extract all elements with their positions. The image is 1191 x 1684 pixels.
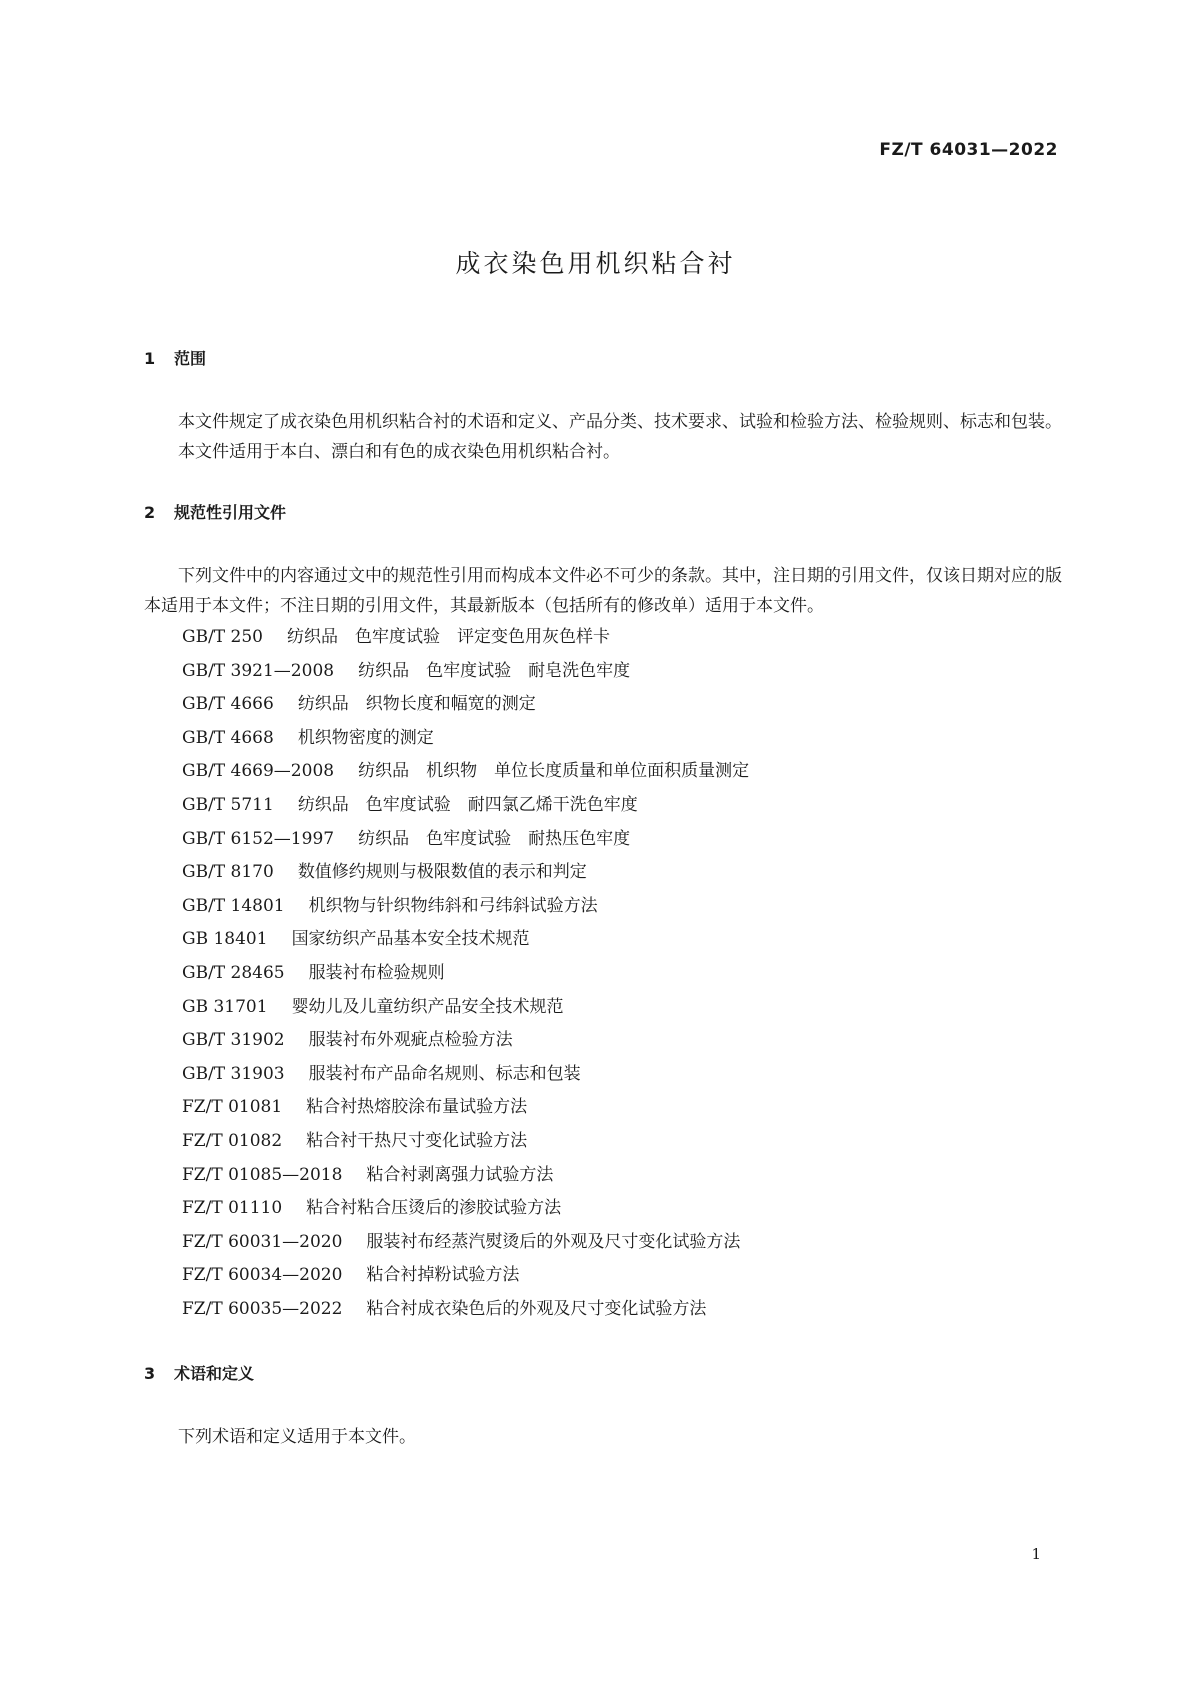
reference-title: 服装衬布产品命名规则、标志和包装 [308, 1063, 581, 1084]
reference-item [144, 991, 1064, 1025]
reference-list [144, 621, 1064, 1326]
reference-code: GB/T 250 [182, 627, 263, 647]
reference-item [144, 1058, 1064, 1092]
reference-title: 粘合衬成衣染色后的外观及尺寸变化试验方法 [366, 1298, 707, 1319]
reference-title: 纺织品 色牢度试验 耐热压色牢度 [358, 828, 631, 849]
reference-code: FZ/T 01085—2018 [182, 1164, 343, 1185]
reference-code: FZ/T 01110 [182, 1198, 283, 1219]
reference-title: 数值修约规则与极限数值的表示和判定 [297, 862, 587, 883]
reference-title: 机织物密度的测定 [297, 727, 434, 748]
reference-item [144, 1192, 1064, 1226]
reference-code: GB/T 14801 [182, 895, 285, 916]
reference-title: 国家纺织产品基本安全技术规范 [291, 929, 530, 950]
section-number: 3 [144, 1364, 156, 1384]
reference-code: GB/T 4668 [182, 727, 274, 748]
reference-code: FZ/T 01082 [182, 1130, 283, 1151]
section-heading-scope [144, 347, 1064, 371]
reference-item [144, 1024, 1064, 1058]
reference-code: GB/T 31902 [182, 1030, 285, 1051]
reference-item [144, 789, 1064, 823]
terms-intro: 下列术语和定义适用于本文件。 [178, 1427, 416, 1448]
reference-title: 服装衬布外观疵点检验方法 [308, 1030, 513, 1051]
reference-code: GB/T 4669—2008 [182, 761, 335, 782]
reference-title: 纺织品 色牢度试验 耐四氯乙烯干洗色牢度 [297, 794, 638, 815]
reference-item [144, 1293, 1064, 1327]
reference-item [144, 957, 1064, 991]
reference-code: FZ/T 60035—2022 [182, 1298, 343, 1319]
reference-code: FZ/T 01081 [182, 1097, 283, 1118]
reference-item [144, 890, 1064, 924]
references-intro: 下列文件中的内容通过文中的规范性引用而构成本文件必不可少的条款。其中，注日期的引用文件，仅该日期对应的版本适用于本文件；不注日期的引用文件，其最新版本（包括所有的修改单）适用于本文件。 [144, 566, 1062, 616]
document-body [144, 347, 1064, 1452]
reference-item [144, 1125, 1064, 1159]
section-number: 2 [144, 503, 156, 522]
scope-paragraph: 本文件适用于本白、漂白和有色的成衣染色用机织粘合衬。 [178, 442, 620, 462]
reference-title: 纺织品 织物长度和幅宽的测定 [297, 694, 536, 715]
reference-item [144, 856, 1064, 890]
reference-code: GB/T 6152—1997 [182, 828, 335, 849]
reference-title: 机织物与针织物纬斜和弓纬斜试验方法 [308, 895, 598, 916]
scope-paragraph: 本文件规定了成衣染色用机织粘合衬的术语和定义、产品分类、技术要求、试验和检验方法、检验规则、标志和包装。 [178, 412, 1062, 432]
reference-title: 服装衬布经蒸汽熨烫后的外观及尺寸变化试验方法 [366, 1231, 741, 1252]
reference-item [144, 655, 1064, 689]
reference-code: GB/T 4666 [182, 694, 274, 715]
reference-code: GB/T 3921—2008 [182, 660, 335, 681]
reference-code: GB/T 5711 [182, 794, 274, 815]
section-heading-terms [144, 1362, 1064, 1386]
page-number: 1 [1031, 1545, 1041, 1563]
reference-item [144, 621, 1064, 655]
section-title: 术语和定义 [174, 1364, 255, 1384]
reference-code: GB/T 8170 [182, 862, 274, 883]
reference-title: 服装衬布检验规则 [308, 962, 445, 983]
reference-item [144, 688, 1064, 722]
reference-title: 粘合衬剥离强力试验方法 [366, 1164, 554, 1185]
reference-code: GB/T 28465 [182, 962, 285, 983]
section-title: 规范性引用文件 [174, 503, 287, 522]
reference-title: 纺织品 机织物 单位长度质量和单位面积质量测定 [358, 761, 750, 782]
reference-item [144, 1259, 1064, 1293]
standard-number: FZ/T 64031—2022 [879, 140, 1058, 160]
section-number: 1 [144, 349, 156, 368]
reference-code: GB 18401 [182, 929, 268, 950]
reference-code: FZ/T 60034—2020 [182, 1265, 343, 1286]
reference-title: 纺织品 色牢度试验 耐皂洗色牢度 [358, 660, 631, 681]
reference-title: 婴幼儿及儿童纺织产品安全技术规范 [291, 996, 564, 1017]
reference-item [144, 1159, 1064, 1193]
section-title: 范围 [174, 349, 207, 368]
document-title: 成衣染色用机织粘合衬 [455, 249, 736, 278]
reference-title: 粘合衬掉粉试验方法 [366, 1265, 520, 1286]
reference-item [144, 1091, 1064, 1125]
reference-item [144, 923, 1064, 957]
reference-title: 粘合衬粘合压烫后的渗胶试验方法 [306, 1198, 562, 1219]
reference-code: FZ/T 60031—2020 [182, 1231, 343, 1252]
reference-title: 粘合衬干热尺寸变化试验方法 [306, 1130, 528, 1151]
reference-title: 粘合衬热熔胶涂布量试验方法 [306, 1097, 528, 1118]
section-heading-normative-references [144, 501, 1064, 525]
reference-item [144, 1226, 1064, 1260]
reference-code: GB/T 31903 [182, 1063, 285, 1084]
reference-item [144, 722, 1064, 756]
reference-title: 纺织品 色牢度试验 评定变色用灰色样卡 [287, 627, 610, 647]
reference-item [144, 823, 1064, 857]
reference-item [144, 755, 1064, 789]
reference-code: GB 31701 [182, 996, 268, 1017]
